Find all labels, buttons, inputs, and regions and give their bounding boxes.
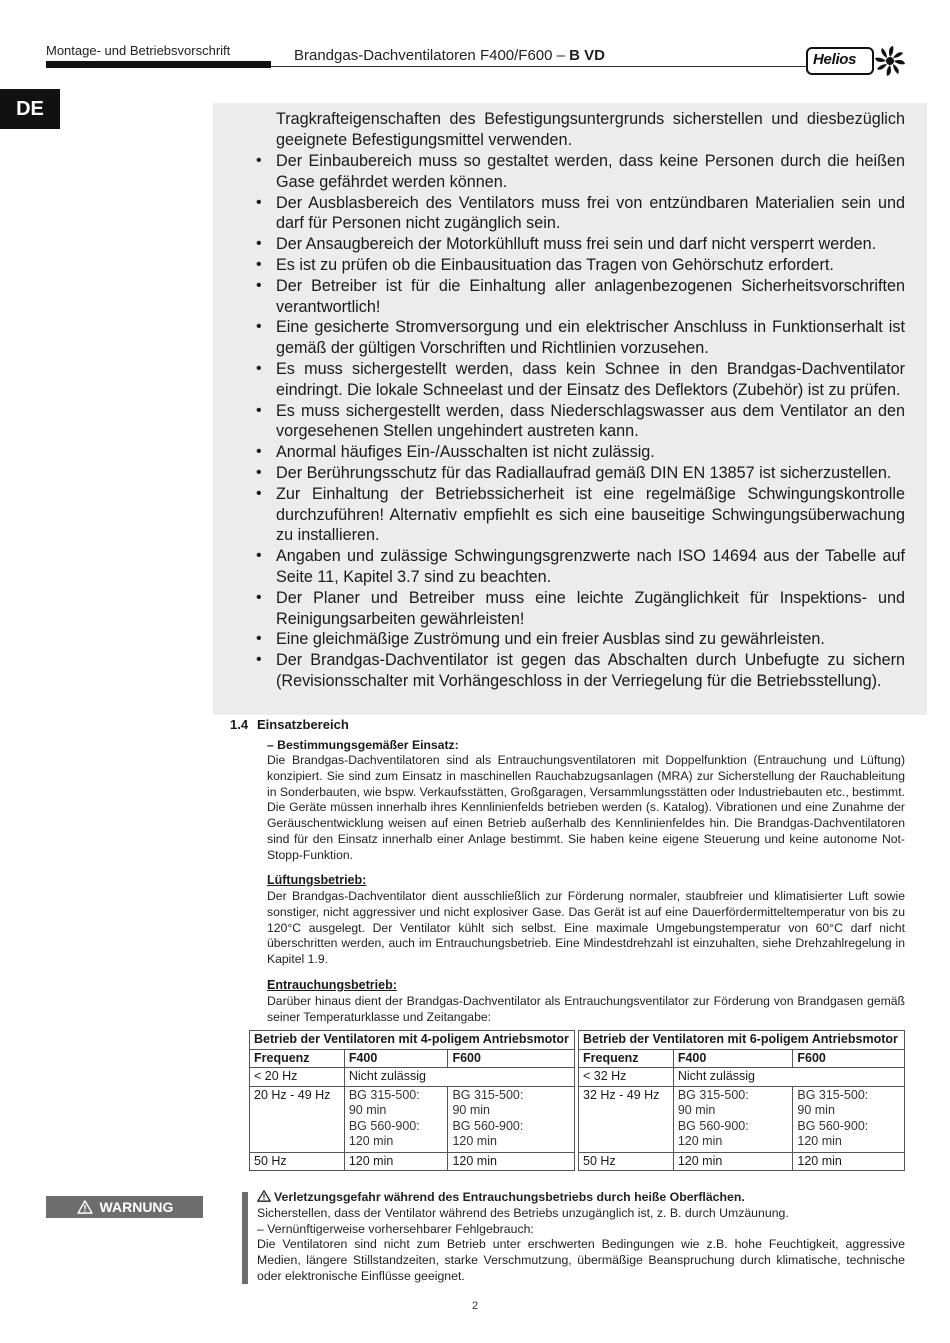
cell-line: BG 315-500: (452, 1087, 524, 1102)
cell-line: 90 min (677, 1103, 716, 1117)
cell-line: 90 min (797, 1103, 835, 1117)
document-title-model: B VD (569, 47, 606, 64)
logo-text: Helios (813, 51, 857, 68)
document-title (294, 47, 605, 64)
list-item: • Der Einbaubereich muss so gestaltet werden, dass keine Personen durch die heißen Gase gefährdet werden können. (276, 151, 905, 193)
list-item: • Der Planer und Betreiber muss eine leichte Zugänglichkeit für Inspektions- und Reinigungsarbeiten gewährleisten! (276, 588, 905, 630)
table-header: F600 (793, 1049, 905, 1068)
language-tab: DE (0, 89, 60, 129)
cell-line: 90 min (348, 1103, 387, 1117)
warning-side-bar (242, 1192, 248, 1284)
helios-logo (806, 45, 902, 77)
list-item: • Der Betreiber ist für die Einhaltung aller anlagenbezogenen Sicherheitsvorschriften verantwortlich! (276, 276, 905, 318)
list-item: • Der Brandgas-Dachventilator ist gegen das Abschalten durch Unbefugte zu sichern (Revisionsschalter mit Vorhängeschloss in der Verriegelung für die Betriebsstellung). (276, 650, 905, 692)
list-item: • Der Ausblasbereich des Ventilators muss frei von entzündbaren Materialien sein und darf für Personen nicht zugänglich sein. (276, 193, 905, 235)
table-row (250, 1152, 575, 1171)
table-row (579, 1152, 905, 1171)
table-cell: Nicht zulässig (673, 1068, 904, 1087)
list-item: • Eine gesicherte Stromversorgung und ein elektrischer Anschluss in Funktionserhalt ist gemäß der gültigen Vorschriften und Richtlinien vorzusehen. (276, 317, 905, 359)
table-cell: 20 Hz - 49 Hz (250, 1086, 345, 1152)
header-bar (46, 61, 271, 68)
table-cell: 120 min (793, 1152, 905, 1171)
cell-line: 90 min (452, 1103, 490, 1117)
table-title: Betrieb der Ventilatoren mit 4-poligem Antriebsmotor (250, 1031, 575, 1050)
intended-use-text: Die Brandgas-Dachventilatoren sind als Entrauchungsventilatoren mit Doppelfunktion (Entrauchung und Lüftung) konzipiert. Sie sind zum Einsatz in maschinellen Rauchabzugsanlagen (MRA) zur Sicherstellung der Rauchableitung in Sonderbauten, wie bspw. Verkaufsstätten, Großgaragen, Versammlungsstätten oder Industriebauten etc., bestimmt. Die Geräte müssen innerhalb ihres Kennlinienfelds betrieben werden (s. Katalog). Vibrationen und eine Zunahme der Geräuschentwicklung weisen auf einen Betrieb außerhalb des Kennlinienfeldes hin. Die Brandgas-Dachventilatoren sind für den Einsatz innerhalb einer Anlage bestimmt. Sie haben keine eigene Steuerung und keine autonome Not-Stopp-Funktion. (267, 753, 905, 862)
ventilation-heading: Lüftungsbetrieb: (267, 873, 367, 887)
warning-triangle-icon (76, 1200, 94, 1214)
cell-line: BG 560-900: (677, 1118, 749, 1133)
list-item: • Es muss sichergestellt werden, dass kein Schnee in den Brandgas-Dachventilator eindringt. Die lokale Schneelast und der Einsatz des Deflektors (Zubehör) ist zu prüfen. (276, 359, 905, 401)
cell-line: 120 min (797, 1134, 842, 1148)
cell-line: 120 min (452, 1134, 497, 1148)
cell-line: 120 min (348, 1134, 394, 1148)
smoke-extraction-text: Darüber hinaus dient der Brandgas-Dachventilator als Entrauchungsventilator zur Förderung von Brandgasen gemäß seiner Temperaturklasse und Zeitangabe: (267, 994, 905, 1024)
table-cell: 50 Hz (250, 1152, 345, 1171)
table-cell: < 20 Hz (250, 1068, 345, 1087)
table-cell: 120 min (448, 1152, 575, 1171)
cell-line: BG 315-500: (677, 1087, 749, 1102)
table-cell: 50 Hz (579, 1152, 674, 1171)
cell-line: BG 560-900: (348, 1118, 420, 1133)
warning-line: Sicherstellen, dass der Ventilator während des Betriebs unzugänglich ist, z. B. durch Umzäunung. (257, 1205, 789, 1220)
table-header: F400 (673, 1049, 793, 1068)
warning-title-text: Verletzungsgefahr während des Entrauchungsbetriebs durch heiße Oberflächen. (274, 1190, 745, 1204)
warning-line: Die Ventilatoren sind nicht zum Betrieb unter erschwerten Bedingungen wie z.B. hohe Feuchtigkeit, aggressive Medien, längere Stillstandzeiten, starke Verschmutzung, übermäßige Beanspruchung durch klimatische, technische oder elektronische Einflüsse geeignet. (257, 1237, 905, 1283)
cell-line: BG 560-900: (797, 1118, 869, 1133)
table-4-pole (249, 1030, 575, 1171)
cell-line: BG 560-900: (452, 1118, 524, 1133)
table-cell (344, 1086, 448, 1152)
table-cell: 120 min (344, 1152, 448, 1171)
table-cell (448, 1086, 575, 1152)
table-6-pole (578, 1030, 905, 1171)
section-number: 1.4 (230, 717, 249, 732)
cell-line: BG 315-500: (348, 1087, 420, 1102)
list-item: • Eine gleichmäßige Zuströmung und ein freier Ausblas sind zu gewährleisten. (276, 629, 905, 650)
list-item: • Angaben und zulässige Schwingungsgrenzwerte nach ISO 14694 aus der Tabelle auf Seite 11, Kapitel 3.7 sind zu beachten. (276, 546, 905, 588)
table-header: F400 (344, 1049, 448, 1068)
table-cell: 32 Hz - 49 Hz (579, 1086, 674, 1152)
table-cell: < 32 Hz (579, 1068, 674, 1087)
table-row (250, 1086, 575, 1152)
page-number: 2 (471, 1300, 479, 1312)
list-item: • Anormal häufiges Ein-/Ausschalten ist nicht zulässig. (276, 442, 905, 463)
warning-badge (46, 1196, 203, 1218)
document-title-text: Brandgas-Dachventilatoren F400/F600 – (294, 47, 570, 64)
table-cell (673, 1086, 793, 1152)
table-title: Betrieb der Ventilatoren mit 6-poligem Antriebsmotor (579, 1031, 905, 1050)
table-header: F600 (448, 1049, 575, 1068)
list-item: • Der Ansaugbereich der Motorkühlluft muss frei sein und darf nicht versperrt werden. (276, 234, 905, 255)
table-row (579, 1068, 905, 1087)
table-row (579, 1086, 905, 1152)
cell-line: BG 315-500: (797, 1087, 869, 1102)
warning-triangle-icon (257, 1190, 271, 1202)
ventilation-text: Der Brandgas-Dachventilator dient ausschließlich zur Förderung normaler, staubfreier und klimatisierter Luft sowie sonstiger, nicht aggressiver und nicht explosiver Gase. Das Gerät ist auf eine Dauerfördermitteltemperatur von bis zu 120°C ausgelegt. Der Ventilator kühlt sich selbst. Eine maximale Umgebungstemperatur von 60°C darf nicht überschritten werden, auch im Entrauchungsbetrieb. Eine Mindestdrehzahl ist einzuhalten, siehe Drehzahlregelung in Kapitel 1.9. (267, 889, 905, 967)
list-item: • Zur Einhaltung der Betriebssicherheit ist eine regelmäßige Schwingungskontrolle durchzuführen! Alternativ empfiehlt es sich eine bauseitige Schwingungsüberwachung zu installieren. (276, 484, 905, 546)
document-type-label: Montage- und Betriebsvorschrift (46, 43, 231, 58)
table-cell (793, 1086, 905, 1152)
table-cell: 120 min (673, 1152, 793, 1171)
list-item: • Der Berührungsschutz für das Radiallaufrad gemäß DIN EN 13857 ist sicherzustellen. (276, 463, 905, 484)
warning-label: WARNUNG (99, 1199, 174, 1215)
safety-bullet-list (276, 151, 905, 692)
warning-title (257, 1190, 905, 1206)
section-title: Einsatzbereich (257, 717, 349, 732)
list-item: • Es ist zu prüfen ob die Einbausituation das Tragen von Gehörschutz erfordert. (276, 255, 905, 276)
table-header: Frequenz (250, 1049, 345, 1068)
fan-icon (874, 45, 906, 77)
intended-use-heading: – Bestimmungsgemäßer Einsatz: (267, 738, 459, 752)
table-row (250, 1068, 575, 1087)
smoke-extraction-heading: Entrauchungsbetrieb: (267, 978, 397, 992)
header-rule (271, 66, 806, 67)
warning-line: – Vernünftigerweise vorhersehbarer Fehlgebrauch: (257, 1221, 534, 1236)
table-header: Frequenz (579, 1049, 674, 1068)
bullet-continuation: Tragkrafteigenschaften des Befestigungsuntergrunds sicherstellen und diesbezüglich geeignete Befestigungsmittel verwenden. (276, 110, 905, 149)
cell-line: 120 min (677, 1134, 723, 1148)
table-cell: Nicht zulässig (344, 1068, 574, 1087)
list-item: • Es muss sichergestellt werden, dass Niederschlagswasser aus dem Ventilator an den vorgesehenen Stellen ungehindert austreten kann. (276, 401, 905, 443)
warning-text-block (257, 1190, 905, 1285)
